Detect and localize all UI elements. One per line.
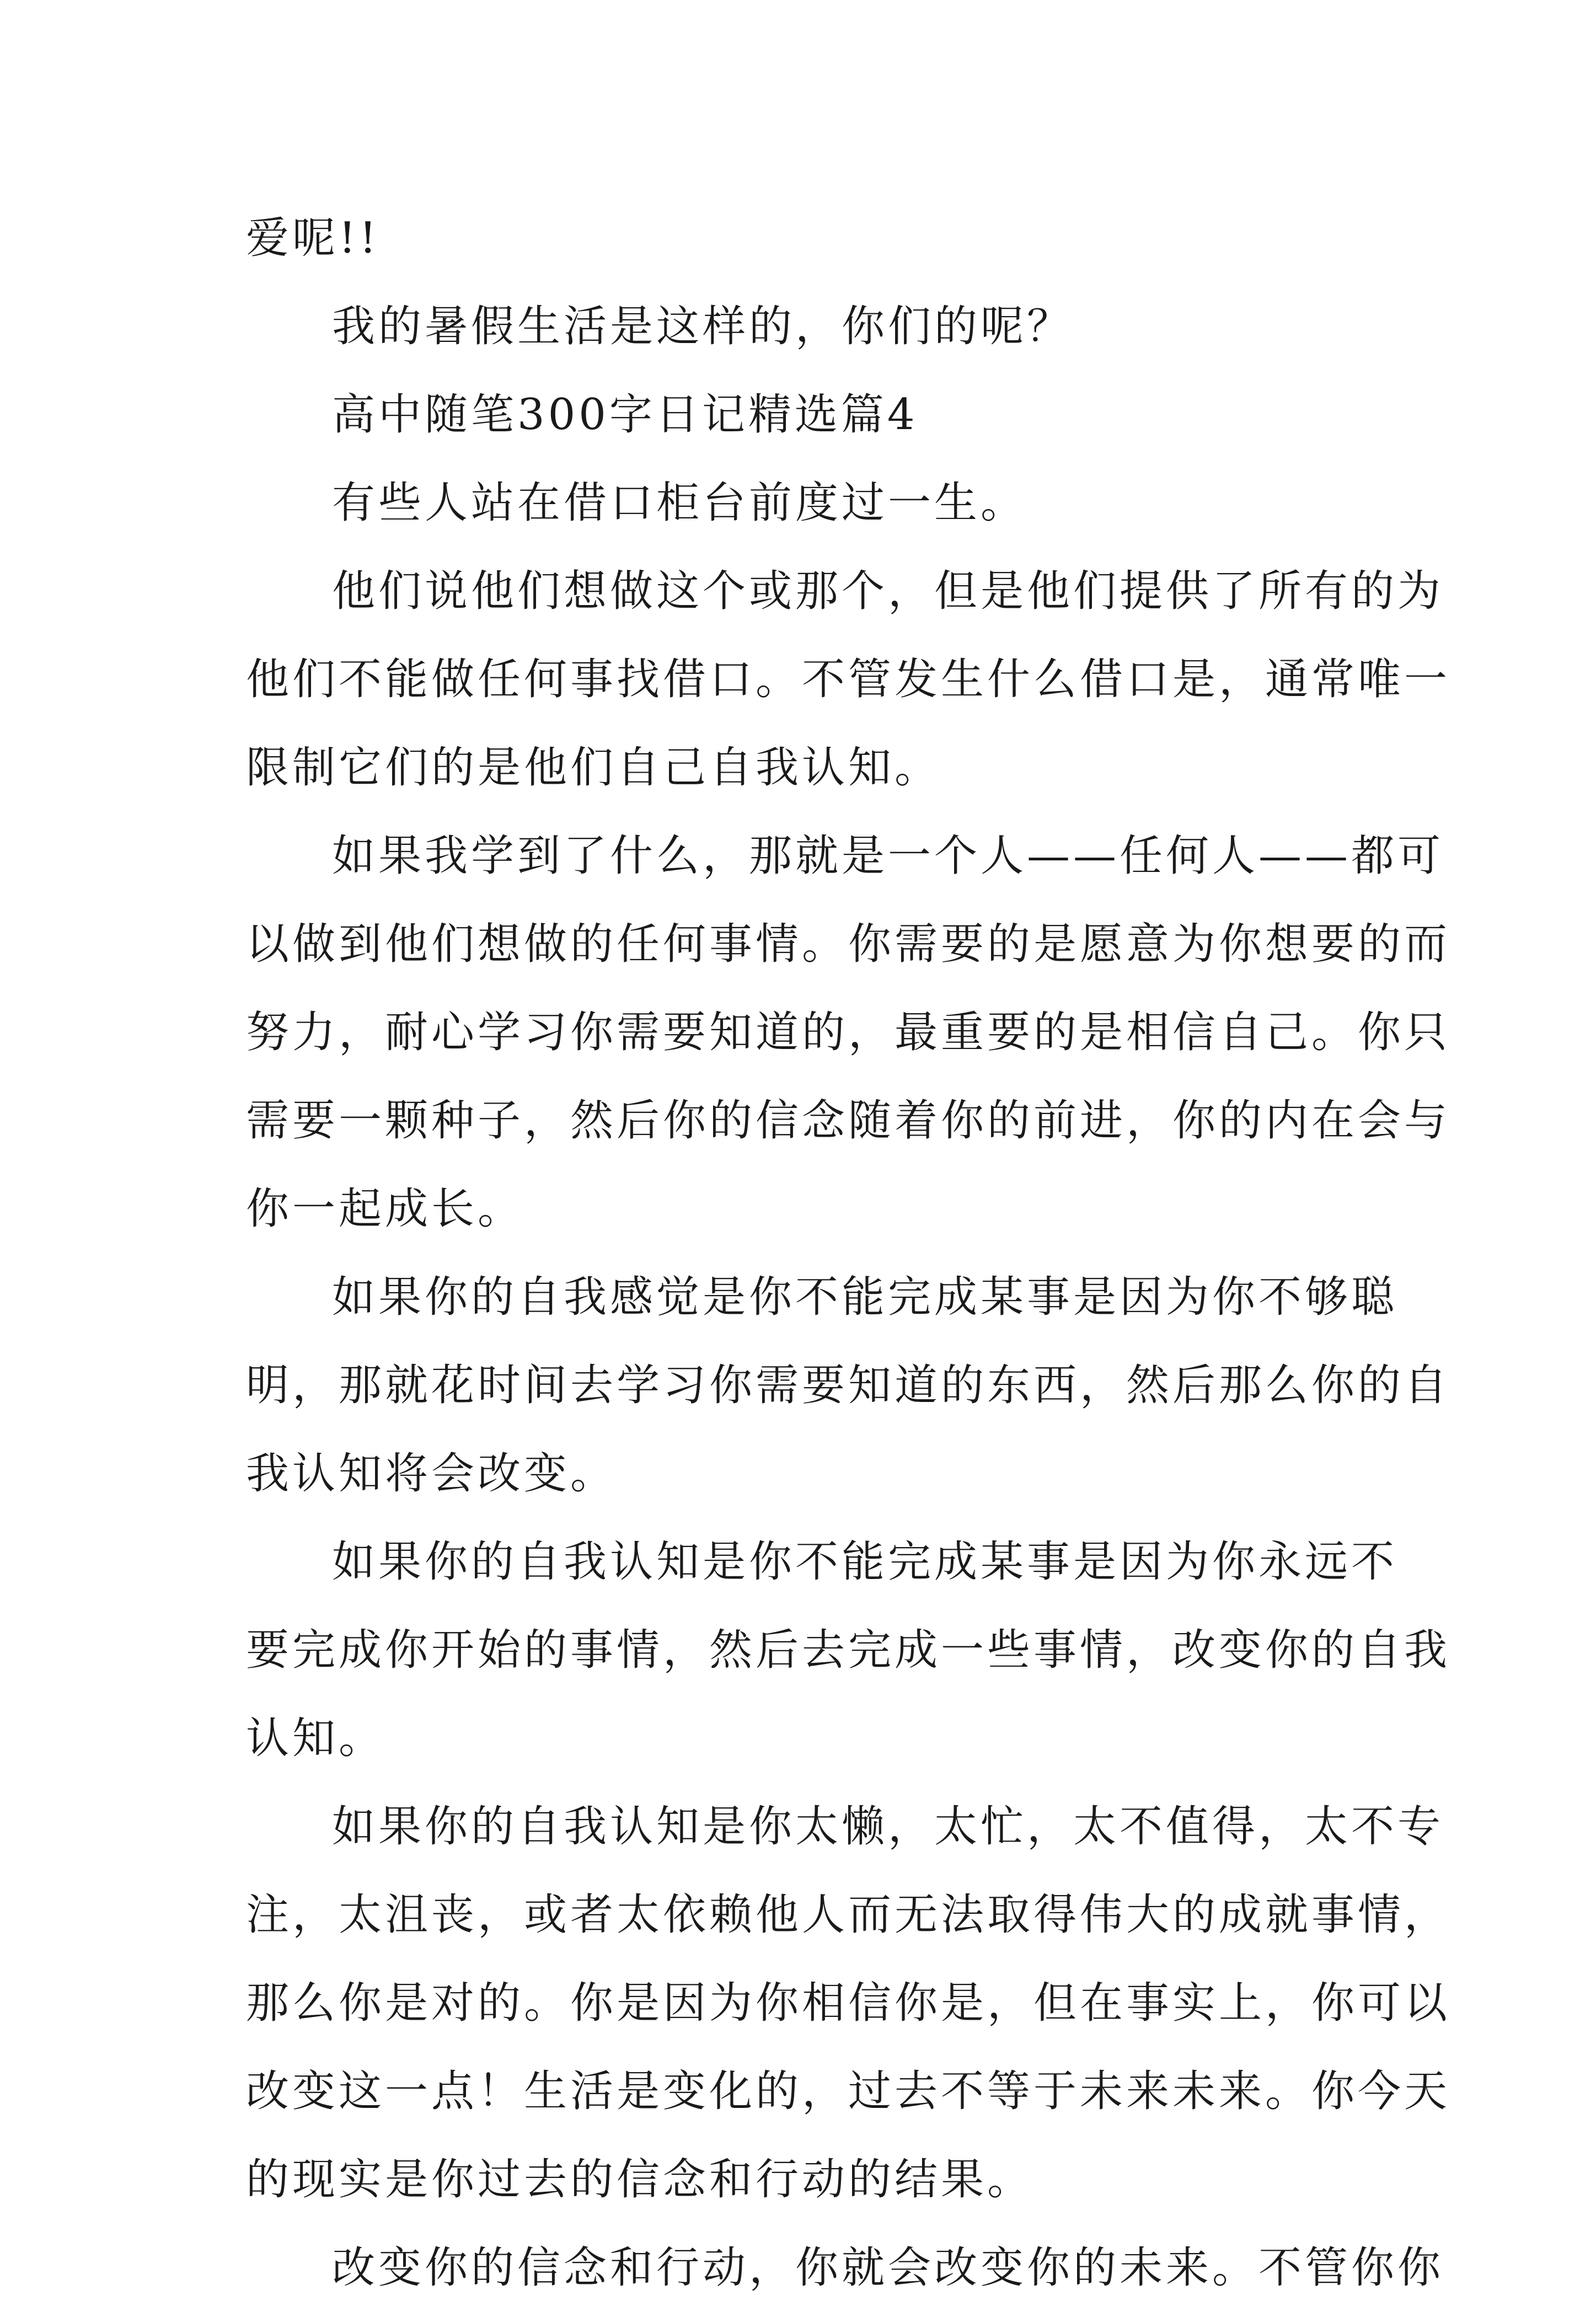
text-line: 他们说他们想做这个或那个，但是他们提供了所有的为	[332, 566, 1444, 616]
text-line: 我的暑假生活是这样的，你们的呢？	[332, 302, 1074, 351]
text-line: 以做到他们想做的任何事情。你需要的是愿意为你想要的而	[246, 919, 1451, 969]
text-line: 的现实是你过去的信念和行动的结果。	[246, 2155, 1034, 2204]
text-line: 努力，耐心学习你需要知道的，最重要的是相信自己。你只	[246, 1008, 1451, 1057]
text-line: 我认知将会改变。	[246, 1449, 617, 1498]
text-line: 如果你的自我认知是你不能完成某事是因为你永远不	[332, 1537, 1398, 1587]
text-line: 限制它们的是他们自己自我认知。	[246, 743, 941, 793]
text-line: 他们不能做任何事找借口。不管发生什么借口是，通常唯一	[246, 655, 1451, 704]
text-line: 改变你的信念和行动，你就会改变你的未来。不管你你	[332, 2243, 1444, 2293]
text-line: 如果你的自我认知是你太懒，太忙，太不值得，太不专	[332, 1802, 1444, 1851]
text-line: 爱呢!!	[246, 213, 380, 263]
text-line: 如果我学到了什么，那就是一个人——任何人——都可	[332, 831, 1444, 881]
text-line: 改变这一点！生活是变化的，过去不等于未来未来。你今天	[246, 2067, 1451, 2116]
body-text	[246, 194, 1451, 2312]
text-line: 你一起成长。	[246, 1184, 524, 1234]
text-line: 需要一颗种子，然后你的信念随着你的前进，你的内在会与	[246, 1096, 1451, 1146]
text-line: 如果你的自我感觉是你不能完成某事是因为你不够聪	[332, 1272, 1398, 1322]
text-line: 注，太沮丧，或者太依赖他人而无法取得伟大的成就事情，	[246, 1890, 1451, 1940]
text-line: 那么你是对的。你是因为你相信你是，但在事实上，你可以	[246, 1978, 1451, 2028]
text-line: 认知。	[246, 1714, 385, 1763]
text-line: 有些人站在借口柜台前度过一生。	[332, 478, 1027, 528]
section-heading: 高中随笔300字日记精选篇4	[332, 390, 918, 440]
text-line: 要完成你开始的事情，然后去完成一些事情，改变你的自我	[246, 1625, 1451, 1675]
text-line: 明，那就花时间去学习你需要知道的东西，然后那么你的自	[246, 1361, 1451, 1410]
